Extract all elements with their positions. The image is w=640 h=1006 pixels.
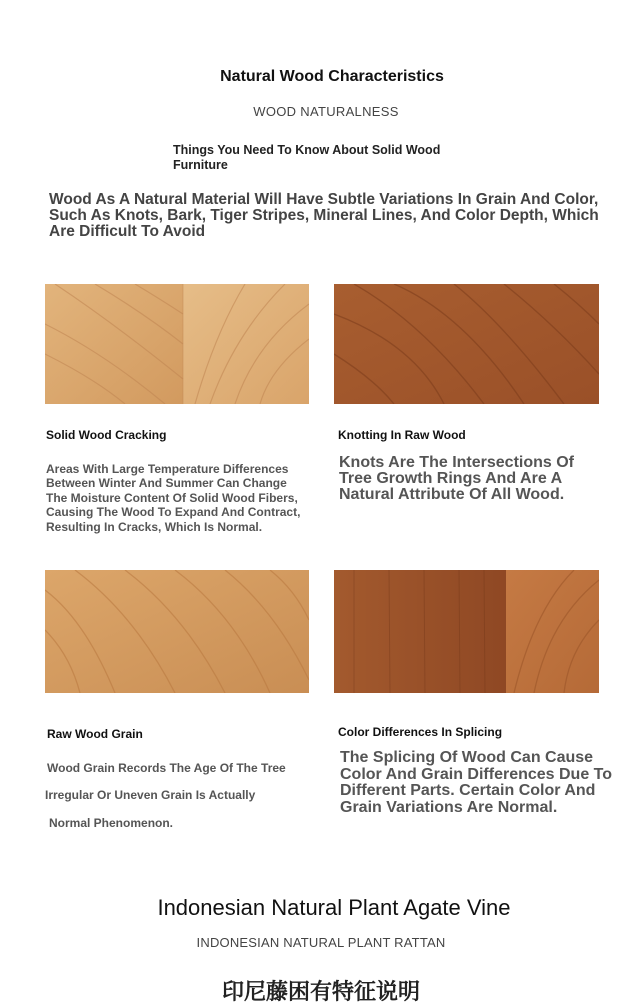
card-knot-text: Knots Are The Intersections Of Tree Growth Rings And Are A Natural Attribute Of All Wood.	[339, 454, 574, 503]
page-title: Natural Wood Characteristics	[220, 68, 444, 85]
card-cracking-caption: Solid Wood Cracking	[46, 428, 167, 442]
wood-knot-photo	[334, 284, 599, 404]
card-splice-caption: Color Differences In Splicing	[338, 725, 503, 739]
wood-cracking-photo	[45, 284, 309, 404]
card-grain-line1: Wood Grain Records The Age Of The Tree	[47, 761, 286, 775]
card-grain-line2: Irregular Or Uneven Grain Is Actually	[45, 788, 256, 802]
section2-cn-title: 印尼藤困有特征说明	[221, 979, 420, 1004]
card-grain-caption: Raw Wood Grain	[47, 727, 143, 741]
section2-subtitle: INDONESIAN NATURAL PLANT RATTAN	[196, 935, 446, 950]
intro-text: Wood As A Natural Material Will Have Subtle Variations In Grain And Color, Such As Knots, Bark, Tiger Stripes, Mineral Lines, And Color Depth, Which Are Difficult To Avoid	[49, 191, 599, 240]
wood-grain-photo	[45, 570, 309, 693]
subheading: Things You Need To Know About Solid Wood Furniture	[173, 143, 441, 172]
card-grain-line3: Normal Phenomenon.	[49, 816, 174, 830]
section2-title: Indonesian Natural Plant Agate Vine	[157, 895, 511, 920]
card-knot-caption: Knotting In Raw Wood	[338, 428, 466, 442]
wood-splice-photo	[334, 570, 599, 693]
card-splice-text: The Splicing Of Wood Can Cause Color And Grain Differences Due To Different Parts. Certain Color And Grain Variations Are Normal.	[340, 749, 613, 816]
page-subtitle: WOOD NATURALNESS	[253, 104, 399, 119]
card-cracking-text: Areas With Large Temperature Differences Between Winter And Summer Can Change The Moisture Content Of Solid Wood Fibers, Causing The Wood To Expand And Contract, Resulting In Cracks, Which Is Normal.	[46, 462, 301, 534]
